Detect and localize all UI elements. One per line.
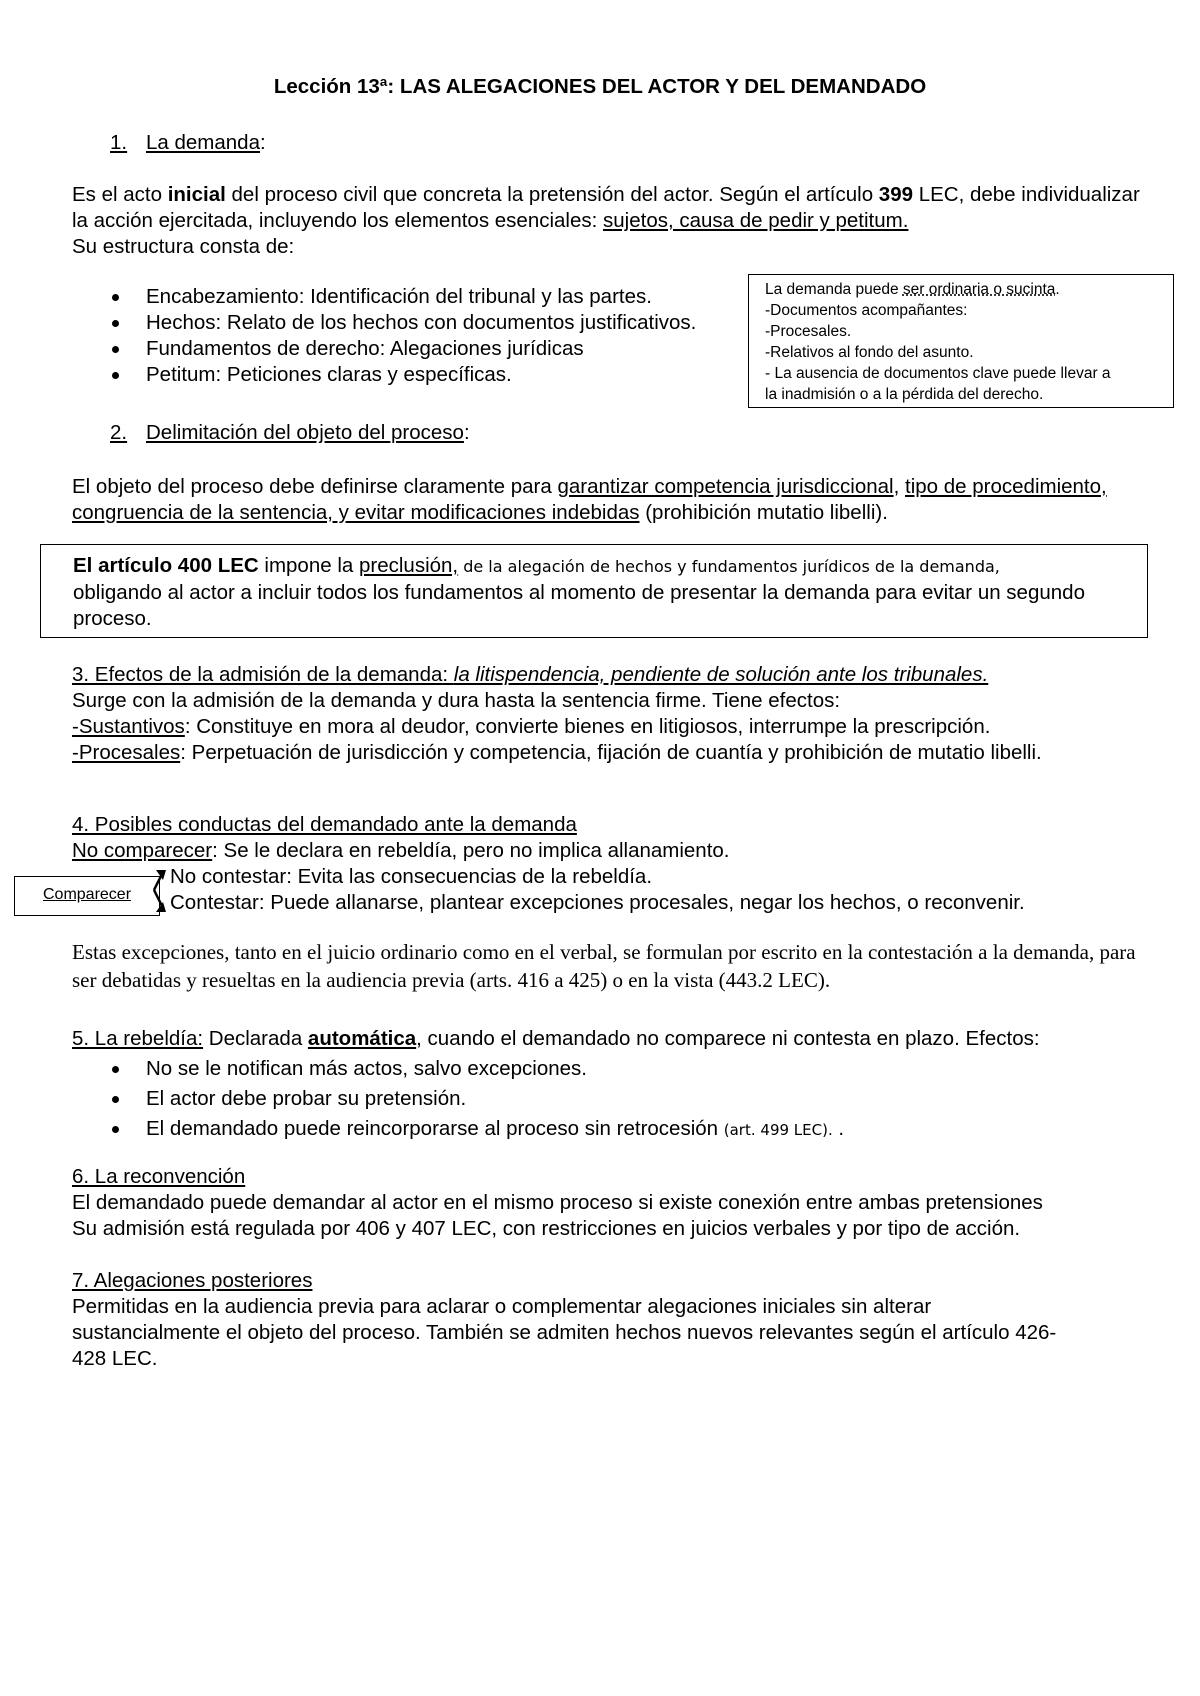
text-span: impone la <box>258 554 359 577</box>
section-7 <box>72 1268 1072 1372</box>
section-1-colon: : <box>259 131 266 154</box>
article-400-box <box>40 544 1148 638</box>
text-span: : Se le declara en rebeldía, pero no implica allanamiento. <box>212 839 730 862</box>
text-line: No contestar: Evita las consecuencias de la rebeldía. <box>170 865 653 888</box>
bold-span: El artículo 400 LEC <box>73 554 259 577</box>
text-line: Contestar: Puede allanarse, plantear excepciones procesales, negar los hechos, o reconvenir. <box>170 891 1025 914</box>
comparecer-label: Comparecer <box>42 886 132 903</box>
text-line <box>72 838 1132 864</box>
underlined-span: preclusión, <box>358 554 459 577</box>
text-span: . <box>1055 281 1060 298</box>
text-span: La demanda puede <box>765 281 903 298</box>
text-span: LEC, debe individualizar la acción ejercitada, incluyendo los elementos esenciales: <box>72 183 1140 232</box>
section-3 <box>72 662 1132 766</box>
section-6-heading: 6. La reconvención <box>72 1165 246 1188</box>
italic-underlined-span: la litispendencia, pendiente de solución ante los tribunales. <box>453 663 989 686</box>
text-span: del proceso civil que concreta la pretensión del actor. Según el artículo <box>225 183 879 206</box>
section-4-heading: 4. Posibles conductas del demandado ante la demanda <box>72 813 577 836</box>
text-span: : <box>442 663 454 686</box>
exceptions-paragraph: Estas excepciones, tanto en el juicio ordinario como en el verbal, se formulan por escrito en la contestación a la demanda, para ser debatidas y resueltas en la audiencia previa (arts. 416 a 425) o en la vista (443.2 LEC). <box>72 940 1136 992</box>
section-4 <box>72 812 1132 864</box>
text-line: Surge con la admisión de la demanda y dura hasta la sentencia firme. Tiene efectos: <box>72 689 841 712</box>
text-span: obligando al actor a incluir todos los fundamentos al momento de presentar la demanda para evitar un segundo proceso. <box>73 581 1085 630</box>
list-item: No se le notifican más actos, salvo excepciones. <box>110 1056 844 1086</box>
list-item: Petitum: Peticiones claras y específicas. <box>110 362 696 388</box>
text-span: , cuando el demandado no comparece ni contesta en plazo. Efectos: <box>416 1027 1040 1050</box>
underlined-span: -Procesales <box>72 741 181 764</box>
list-item: Hechos: Relato de los hechos con documentos justificativos. <box>110 310 696 336</box>
bold-span: inicial <box>167 183 226 206</box>
section-5-heading <box>72 1026 1132 1052</box>
note-line: -Procesales. <box>765 323 852 340</box>
text-line: Su admisión está regulada por 406 y 407 LEC, con restricciones en juicios verbales y por tipo de acción. <box>72 1217 1021 1240</box>
note-line <box>765 279 1163 300</box>
note-line: -Relativos al fondo del asunto. <box>765 344 974 361</box>
text-span: Es el acto <box>72 183 168 206</box>
section-2-heading <box>110 420 470 446</box>
list-item: Fundamentos de derecho: Alegaciones jurídicas <box>110 336 696 362</box>
text-span: Su estructura consta de: <box>72 235 295 258</box>
note-line: - La ausencia de documentos clave puede llevar a <box>765 365 1111 382</box>
small-span: de la alegación de hechos y fundamentos jurídicos de la demanda, <box>458 557 1000 576</box>
text-line <box>72 740 1132 766</box>
text-line: El demandado puede demandar al actor en el mismo proceso si existe conexión entre ambas pretensiones <box>72 1191 1043 1214</box>
section-7-text: Permitidas en la audiencia previa para aclarar o complementar alegaciones iniciales sin alterar sustancialmente el objeto del proceso. También se admiten hechos nuevos relevantes según el artículo 426-428 LEC. <box>72 1295 1057 1370</box>
underlined-span: sujetos, causa de pedir y petitum. <box>603 209 909 232</box>
section-2-title: Delimitación del objeto del proceso <box>146 421 464 444</box>
section-3-heading <box>72 662 1132 688</box>
text-line <box>72 714 1132 740</box>
note-line: -Documentos acompañantes: <box>765 302 968 319</box>
text-span: : Constituye en mora al deudor, convierte bienes en litigiosos, interrumpe la prescripción. <box>184 715 991 738</box>
bold-span: 399 <box>878 183 914 206</box>
text-span: (prohibición mutatio libelli). <box>639 501 888 524</box>
comparecer-box <box>14 876 160 916</box>
underlined-span: No comparecer <box>72 839 213 862</box>
underlined-span: garantizar competencia jurisdiccional <box>557 475 894 498</box>
section-2-number: 2. <box>110 421 128 444</box>
text-span: , <box>893 475 906 498</box>
list-item <box>110 1116 844 1146</box>
text-span: El objeto del proceso debe definirse claramente para <box>72 475 558 498</box>
demand-note-box <box>748 274 1174 408</box>
section-1-heading <box>110 130 266 156</box>
section-7-heading: 7. Alegaciones posteriores <box>72 1269 313 1292</box>
list-item: Encabezamiento: Identificación del tribunal y las partes. <box>110 284 696 310</box>
text-span: . <box>832 1117 845 1140</box>
underlined-span: 3. Efectos de la admisión de la demanda <box>72 663 443 686</box>
underlined-span: 5. La rebeldía: <box>72 1027 204 1050</box>
bold-underlined-span: automática <box>307 1027 417 1050</box>
structure-list <box>110 284 696 388</box>
comparecer-options <box>170 864 1025 916</box>
underlined-span: -Sustantivos <box>72 715 185 738</box>
section-1-title: La demanda <box>146 131 260 154</box>
underlined-span: tipo de procedimiento, congruencia de la sentencia, y evitar modificaciones indebidas <box>72 475 1107 524</box>
section-1-number: 1. <box>110 131 128 154</box>
underlined-span: ser ordinaria o sucinta <box>902 281 1056 298</box>
section-1-paragraph <box>72 182 1152 260</box>
section-6 <box>72 1164 1132 1242</box>
text-span: : Perpetuación de jurisdicción y competencia, fijación de cuantía y prohibición de mutatio libelli. <box>180 741 1042 764</box>
small-span: (art. 499 LEC). <box>723 1121 833 1139</box>
note-line: la inadmisión o a la pérdida del derecho. <box>765 386 1044 403</box>
text-span: Declarada <box>203 1027 308 1050</box>
page-title: Lección 13ª: LAS ALEGACIONES DEL ACTOR Y DEL DEMANDADO <box>273 75 927 98</box>
text-span: El demandado puede reincorporarse al proceso sin retrocesión <box>146 1117 724 1140</box>
section-2-colon: : <box>463 421 470 444</box>
list-item: El actor debe probar su pretensión. <box>110 1086 844 1116</box>
rebeldia-effects-list <box>110 1056 844 1146</box>
section-2-paragraph <box>72 474 1132 526</box>
